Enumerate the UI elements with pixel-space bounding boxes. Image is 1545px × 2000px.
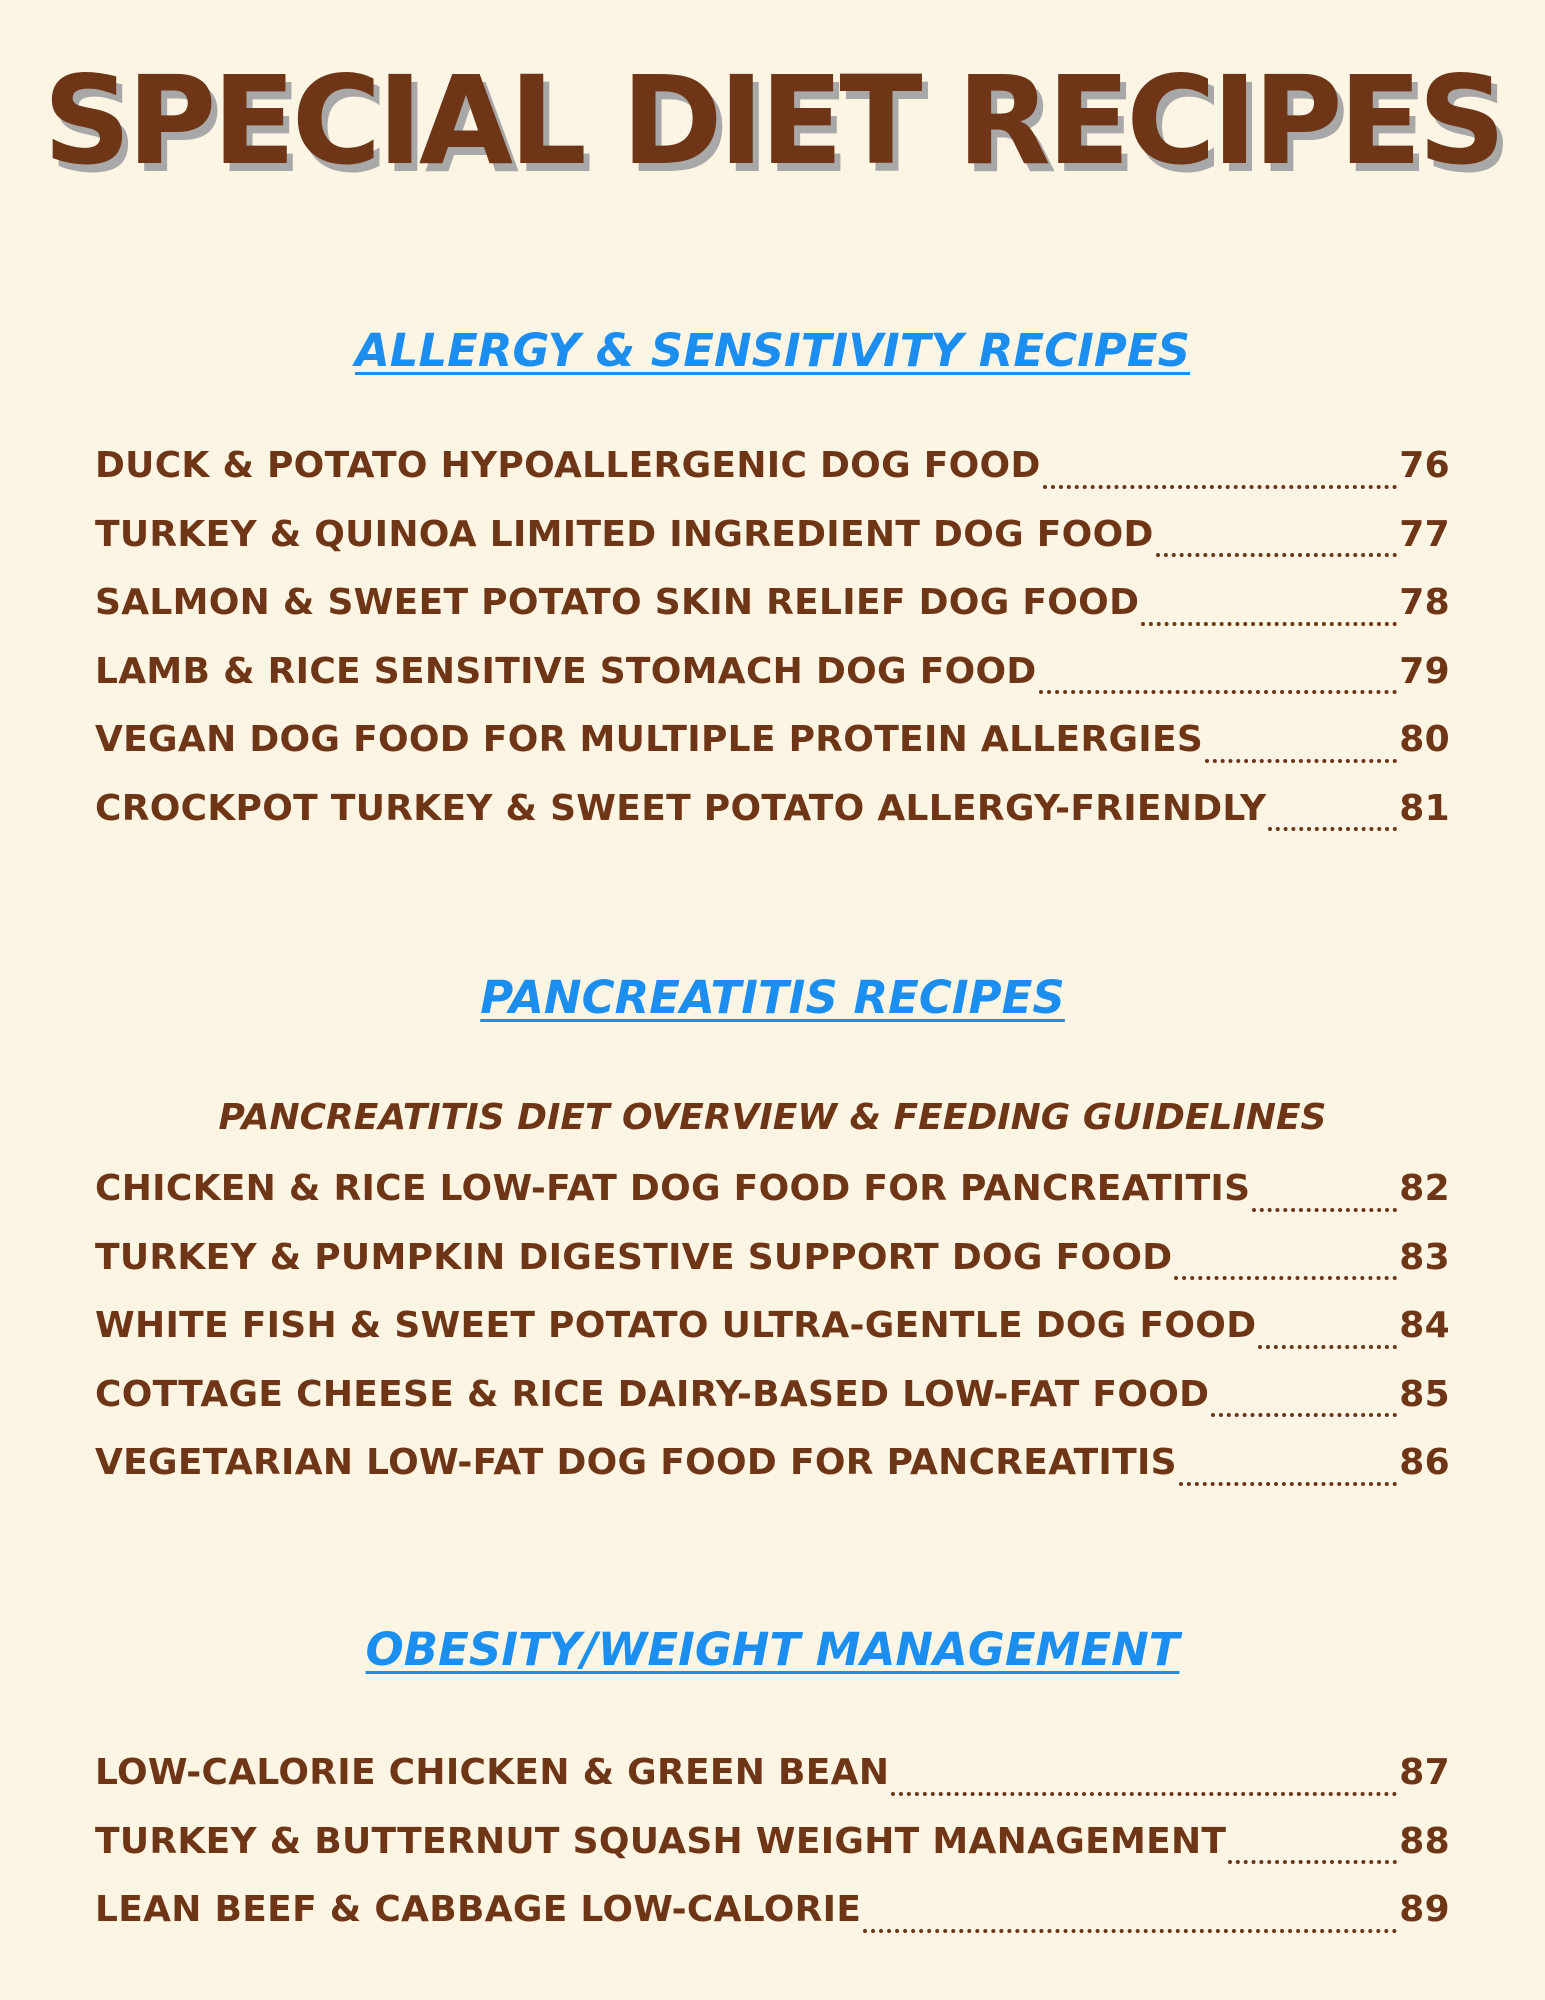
- toc-entry-label: LEAN BEEF & CABBAGE LOW-CALORIE: [95, 1889, 862, 1930]
- dot-leader: [1174, 1276, 1397, 1280]
- toc-entry-page: 86: [1399, 1442, 1450, 1483]
- dot-leader: [863, 1929, 1397, 1933]
- toc-entry[interactable]: [95, 1224, 1450, 1293]
- toc-entry[interactable]: [95, 1429, 1450, 1498]
- toc-entry-label: DUCK & POTATO HYPOALLERGENIC DOG FOOD: [95, 445, 1041, 486]
- toc-list-pancreatitis: [95, 1155, 1450, 1498]
- toc-entry[interactable]: [95, 1361, 1450, 1430]
- dot-leader: [1252, 1208, 1397, 1212]
- toc-entry[interactable]: [95, 432, 1450, 501]
- toc-entry[interactable]: [95, 1292, 1450, 1361]
- toc-entry-page: 83: [1399, 1236, 1450, 1278]
- toc-entry[interactable]: [95, 1739, 1450, 1808]
- toc-entry-label: WHITE FISH & SWEET POTATO ULTRA-GENTLE DOG FOOD: [95, 1305, 1257, 1346]
- toc-entry-page: 88: [1399, 1820, 1450, 1862]
- toc-entry-label: VEGETARIAN LOW-FAT DOG FOOD FOR PANCREATITIS: [95, 1442, 1177, 1483]
- section-subheading-pancreatitis[interactable]: PANCREATITIS DIET OVERVIEW & FEEDING GUIDELINES: [218, 1097, 1327, 1138]
- toc-entry[interactable]: [95, 569, 1450, 638]
- toc-entry-label: SALMON & SWEET POTATO SKIN RELIEF DOG FOOD: [95, 582, 1140, 623]
- toc-entry-page: 81: [1399, 787, 1450, 829]
- toc-entry-page: 87: [1399, 1752, 1450, 1793]
- toc-entry-page: 82: [1399, 1168, 1450, 1209]
- dot-leader: [1205, 759, 1397, 763]
- toc-entry-label: TURKEY & BUTTERNUT SQUASH WEIGHT MANAGEMENT: [95, 1820, 1227, 1862]
- toc-list-obesity: [95, 1739, 1450, 1945]
- dot-leader: [1179, 1482, 1397, 1486]
- toc-entry-label: LOW-CALORIE CHICKEN & GREEN BEAN: [95, 1752, 890, 1793]
- toc-entry-page: 85: [1399, 1373, 1450, 1415]
- toc-entry[interactable]: [95, 1876, 1450, 1945]
- toc-list-allergy: [95, 432, 1450, 843]
- toc-entry[interactable]: [95, 638, 1450, 707]
- page-title: SPECIAL DIET RECIPES: [43, 50, 1502, 192]
- toc-entry[interactable]: [95, 775, 1450, 844]
- toc-entry-label: CHICKEN & RICE LOW-FAT DOG FOOD FOR PANCREATITIS: [95, 1168, 1251, 1209]
- toc-entry[interactable]: [95, 1808, 1450, 1877]
- toc-entry-page: 79: [1399, 650, 1450, 692]
- toc-entry-label: COTTAGE CHEESE & RICE DAIRY-BASED LOW-FAT FOOD: [95, 1373, 1210, 1415]
- dot-leader: [1268, 827, 1397, 831]
- toc-entry-label: CROCKPOT TURKEY & SWEET POTATO ALLERGY-FRIENDLY: [95, 787, 1267, 829]
- toc-entry-page: 76: [1399, 445, 1450, 486]
- dot-leader: [1211, 1413, 1397, 1417]
- toc-entry-page: 77: [1399, 513, 1450, 555]
- toc-entry-page: 84: [1399, 1305, 1450, 1346]
- toc-entry-page: 78: [1399, 582, 1450, 623]
- dot-leader: [1258, 1345, 1397, 1349]
- toc-entry[interactable]: [95, 1155, 1450, 1224]
- toc-entry-label: TURKEY & PUMPKIN DIGESTIVE SUPPORT DOG FOOD: [95, 1236, 1173, 1278]
- dot-leader: [1141, 622, 1397, 626]
- section-heading-pancreatitis[interactable]: PANCREATITIS RECIPES: [480, 971, 1065, 1024]
- dot-leader: [1156, 553, 1398, 557]
- dot-leader: [1043, 485, 1398, 489]
- toc-entry-label: LAMB & RICE SENSITIVE STOMACH DOG FOOD: [95, 650, 1037, 692]
- dot-leader: [1228, 1860, 1397, 1864]
- section-heading-obesity[interactable]: OBESITY/WEIGHT MANAGEMENT: [365, 1623, 1180, 1676]
- section-heading-allergy[interactable]: ALLERGY & SENSITIVITY RECIPES: [354, 324, 1191, 377]
- dot-leader: [1039, 690, 1398, 694]
- toc-entry-page: 89: [1399, 1889, 1450, 1930]
- toc-entry[interactable]: [95, 501, 1450, 570]
- toc-entry-page: 80: [1399, 719, 1450, 760]
- toc-entry-label: VEGAN DOG FOOD FOR MULTIPLE PROTEIN ALLERGIES: [95, 719, 1204, 760]
- dot-leader: [891, 1792, 1397, 1796]
- toc-entry[interactable]: [95, 706, 1450, 775]
- toc-entry-label: TURKEY & QUINOA LIMITED INGREDIENT DOG FOOD: [95, 513, 1154, 555]
